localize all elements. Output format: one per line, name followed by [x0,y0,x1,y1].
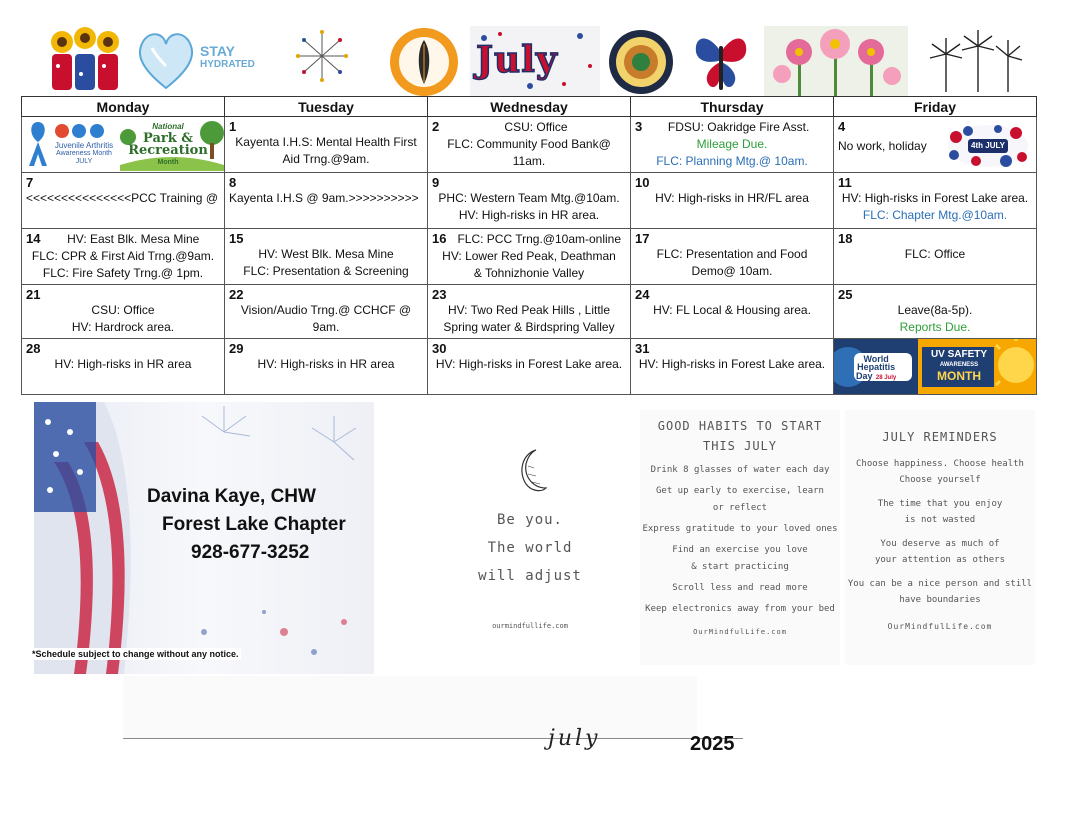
quote-line: The world [487,540,573,556]
weekday-header: Friday [834,97,1037,117]
day-cell [225,173,428,229]
day-number: 21 [26,287,41,302]
day-number: 1 [229,119,237,134]
hepatitis-day: Day [856,371,873,381]
habit-item: or reflect [712,503,768,513]
day-number: 15 [229,231,244,246]
habit-item: Find an exercise you love [672,545,808,555]
uv-safety-text: UV SAFETY [930,349,988,360]
day-cell [834,285,1037,339]
good-habits-image [640,410,840,665]
flowers-image [764,26,908,96]
event-line: Aid Trng.@9am. [282,152,370,166]
day-number: 14 [26,231,41,246]
mileage-due-line: Mileage Due. [696,137,768,151]
event-line: HV: High-risks in Forest Lake area. [841,191,1029,205]
day-cell-images [834,339,1037,395]
day-number: 7 [26,175,34,190]
event-line: No work, holiday [838,139,927,153]
reminder-item: is not wasted [904,515,976,525]
day-cell [428,117,631,173]
reminder-item: You deserve as much of [880,539,1000,549]
weekday-header: Tuesday [225,97,428,117]
day-number: 18 [838,231,853,246]
habit-item: Scroll less and read more [672,583,808,593]
day-cell [834,117,1037,173]
day-cell [834,173,1037,229]
day-number: 11 [838,175,852,190]
event-line: FLC: Fire Safety Trng.@ 1pm. [42,266,204,280]
habit-item: Get up early to exercise, learn [656,486,824,496]
day-number: 9 [432,175,440,190]
day-number: 29 [229,341,244,356]
hepatitis-world: World [863,354,889,364]
uv-month-text: MONTH [937,369,981,383]
reminders-site: OurMindfulLife.com [887,622,993,631]
day-cell-empty [22,117,225,173]
event-line: Leave(8a-5p). [897,303,973,317]
event-line: & Tohnizhonie Valley [473,266,585,280]
day-number: 16 [432,231,447,246]
day-cell [22,285,225,339]
quote-site: ourmindfullife.com [492,622,568,630]
navajo-nation-seal-image [606,26,676,96]
contact-phone: 928-677-3252 [191,542,310,563]
reminder-item: The time that you enjoy [877,499,1003,509]
day-number: 24 [635,287,650,302]
event-line: HV: West Blk. Mesa Mine [258,247,394,261]
event-line: 9am. [312,320,340,334]
day-cell [428,339,631,395]
event-line: CSU: Office [504,120,568,134]
day-cell [631,229,834,285]
day-number: 22 [229,287,244,302]
day-cell [631,339,834,395]
habits-site: OurMindfulLife.com [693,628,787,636]
park-text: Park & [143,131,193,146]
event-line: Demo@ 10am. [691,264,773,278]
event-line: HV: High-risks in Forest Lake area. [435,357,623,371]
day-cell [631,173,834,229]
reports-due-line: Reports Due. [899,320,971,334]
day-number: 28 [26,341,41,356]
day-cell [834,229,1037,285]
event-line: HV: FL Local & Housing area. [653,303,811,317]
fourth-july-image [946,123,1030,169]
fourth-july-text: 4th JULY [971,141,1005,150]
day-number: 17 [635,231,650,246]
event-line: FLC: Office [904,247,966,261]
reminder-item: Choose yourself [899,475,981,485]
be-you-quote-image [460,440,600,630]
reminder-item: You can be a nice person and still [847,579,1033,589]
day-number: 23 [432,287,447,302]
day-number: 10 [635,175,650,190]
world-hepatitis-day-image [834,339,918,395]
hepatitis-date: 28 July [875,375,897,381]
day-number: 4 [838,119,846,134]
meeting-line: FLC: Planning Mtg.@ 10am. [656,154,808,168]
uv-safety-image [918,339,1036,395]
event-line: PHC: Western Team Mtg.@10am. [438,191,620,205]
event-line: HV: East Blk. Mesa Mine [67,232,200,246]
calendar-week-row [22,285,1037,339]
reminder-item: have boundaries [899,595,981,605]
event-line: FLC: Presentation and Food [656,247,808,261]
black-fireworks-image [918,26,1030,96]
hydrated-text: HYDRATED [200,59,255,70]
event-line: CSU: Office [91,303,155,317]
quote-line: will adjust [478,568,582,584]
reminder-item: Choose happiness. Choose health [856,459,1024,469]
arthritis-title: Juvenile Arthritis [54,141,114,150]
day-cell [428,229,631,285]
calendar-week-row [22,229,1037,285]
footer-year: 2025 [690,733,735,755]
stay-text: STAY [200,43,236,59]
weekday-header: Monday [22,97,225,117]
day-cell [22,173,225,229]
uv-awareness-text: AWARENESS [939,362,979,368]
calendar-table [21,96,1037,395]
event-line: Kayenta I.H.S: Mental Health First [235,135,417,149]
habits-title: GOOD HABITS TO START [657,419,823,433]
day-number: 30 [432,341,447,356]
day-cell [428,173,631,229]
footer-banner [123,676,697,738]
patriotic-butterfly-image [690,26,752,96]
quote-line: Be you. [496,512,563,528]
day-number: 31 [635,341,650,356]
day-cell [225,117,428,173]
day-cell [225,229,428,285]
event-line: Kayenta I.H.S @ 9am.>>>>>>>>>> [229,191,419,205]
july-reminders-image [845,410,1035,665]
calendar-week-row [22,173,1037,229]
event-line: FLC: Community Food Bank@ [447,137,611,151]
day-cell [428,285,631,339]
event-line: HV: Lower Red Peak, Deathman [442,249,616,263]
event-line: <<<<<<<<<<<<<<<PCC Training @ [26,191,218,205]
event-line: HV: High-risks in HR area [257,357,395,371]
event-line: HV: High-risks in Forest Lake area. [638,357,826,371]
event-line: HV: High-risks in HR area. [458,208,600,222]
park-month-text: Month [157,159,179,166]
day-cell [22,339,225,395]
habits-title: THIS JULY [702,439,778,453]
awareness-ribbon-icon [25,120,51,168]
hepatitis-word: Hepatitis [857,362,896,372]
event-line: FDSU: Oakridge Fire Asst. [667,120,810,134]
footer-divider [123,738,743,739]
contact-chapter: Forest Lake Chapter [162,514,346,535]
event-line: HV: Two Red Peak Hills , Little [447,303,611,317]
july-word: July [476,39,558,81]
moon-icon [510,446,550,496]
day-cell [22,229,225,285]
meeting-line: FLC: Chapter Mtg.@10am. [862,208,1008,222]
reminders-title: JULY REMINDERS [882,430,998,444]
arthritis-subtitle: Awareness Month [56,150,112,157]
stay-hydrated-image [132,26,260,96]
day-number: 3 [635,119,643,134]
sunflower-jars-image [48,26,124,96]
day-number: 8 [229,175,237,190]
weekday-header-row [22,97,1037,117]
habit-item: Drink 8 glasses of water each day [650,465,830,475]
event-line: HV: High-risks in HR area [54,357,192,371]
day-number: 25 [838,287,853,302]
event-line: HV: Hardrock area. [71,320,175,334]
flag-contact-image [34,402,374,674]
arthritis-month: JULY [75,158,93,165]
event-line: HV: High-risks in HR/FL area [655,191,809,205]
recreation-text: Recreation [128,143,208,158]
event-line: 11am. [512,154,546,168]
reminder-item: your attention as others [874,555,1006,565]
fireworks-image [276,26,368,96]
park-recreation-image [120,119,224,171]
juvenile-arthritis-image [23,118,117,170]
schedule-notice: *Schedule subject to change without any notice. [32,649,239,659]
day-cell [631,285,834,339]
weekday-header: Thursday [631,97,834,117]
day-cell [225,339,428,395]
event-line: Spring water & Birdspring Valley [443,320,615,334]
weekday-header: Wednesday [428,97,631,117]
park-national-text: National [152,122,184,131]
event-line: Vision/Audio Trng.@ CCHCF @ [240,303,412,317]
contact-name: Davina Kaye, CHW [147,486,316,507]
habit-item: Keep electronics away from your bed [645,604,835,614]
event-line: FLC: PCC Trng.@10am-online [457,232,622,246]
event-line: FLC: Presentation & Screening [243,264,409,278]
event-line: FLC: CPR & First Aid Trng.@9am. [31,249,215,263]
calendar-week-row [22,339,1037,395]
july-banner-image [470,26,600,96]
day-number: 2 [432,119,440,134]
footer-month-script: july [548,726,601,751]
day-cell [225,285,428,339]
calendar-week-row [22,117,1037,173]
community-health-seal-image [385,26,463,96]
habit-item: & start practicing [691,562,789,572]
habit-item: Express gratitude to your loved ones [642,524,838,534]
day-cell [631,117,834,173]
